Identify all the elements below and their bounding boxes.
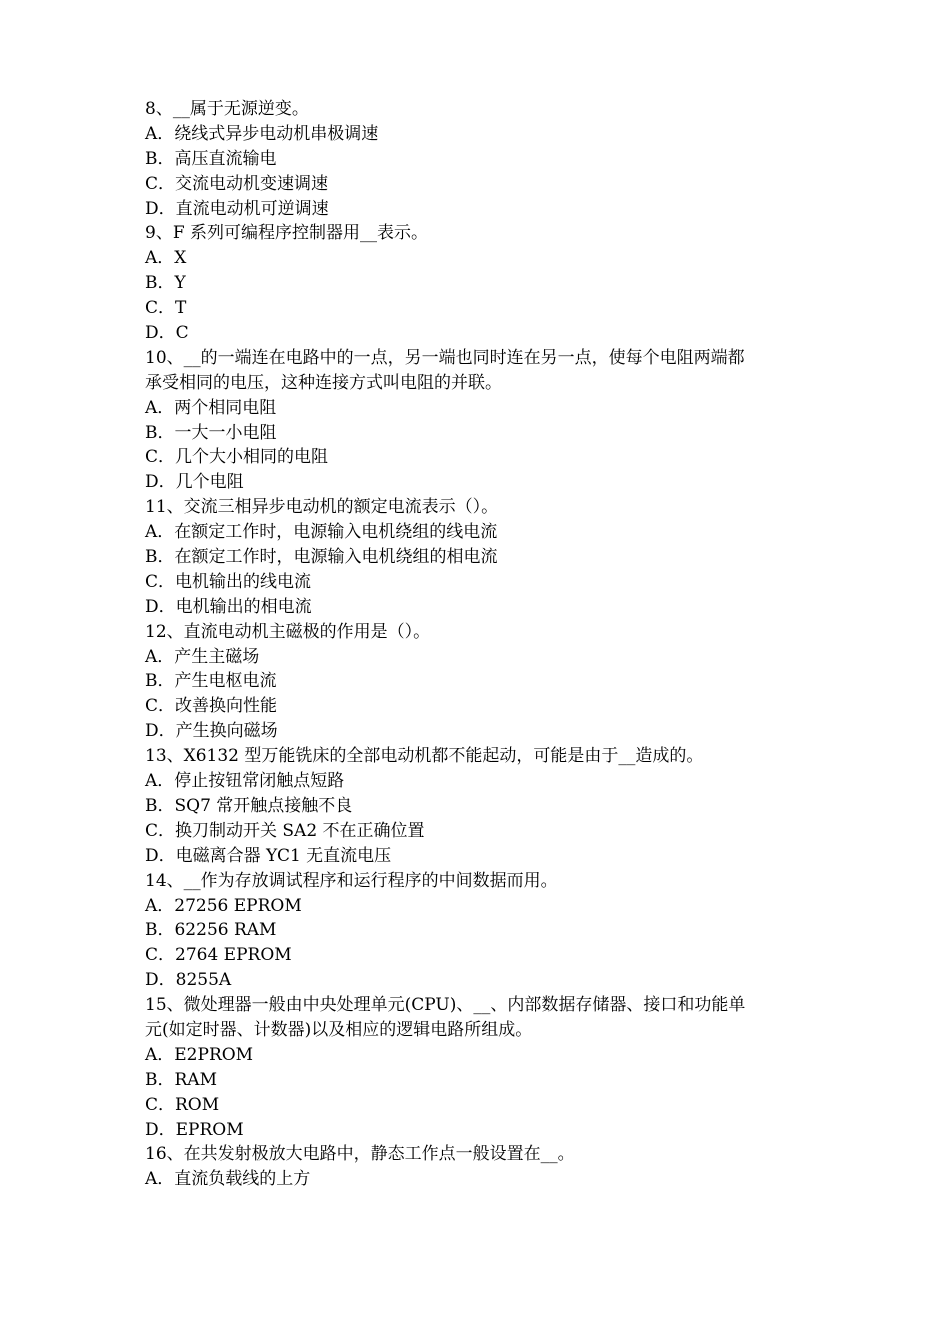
option-c: C．交流电动机变速调速 xyxy=(145,173,329,194)
question-stem xyxy=(145,869,815,894)
question-stem-line: 16、在共发射极放大电路中，静态工作点一般设置在__。 xyxy=(145,1144,575,1165)
option-b: B．高压直流输电 xyxy=(145,148,277,169)
question-stem xyxy=(145,1142,815,1167)
option-c: C．电机输出的线电流 xyxy=(145,571,312,592)
option-c: C．几个大小相同的电阻 xyxy=(145,447,329,468)
question-stem xyxy=(145,97,815,122)
question-stem-line: 元(如定时器、计数器)以及相应的逻辑电路所组成。 xyxy=(145,1019,533,1040)
question-stem-line: 9、F 系列可编程序控制器用__表示。 xyxy=(145,223,429,244)
option-d: D．8255A xyxy=(145,970,232,991)
question-item xyxy=(145,97,815,221)
question-stem-line: 14、__作为存放调试程序和运行程序的中间数据而用。 xyxy=(145,870,558,891)
question-stem-line: 12、直流电动机主磁极的作用是（）。 xyxy=(145,621,431,642)
option-d: D．电机输出的相电流 xyxy=(145,596,312,617)
question-item xyxy=(145,869,815,993)
option-d: D．几个电阻 xyxy=(145,472,244,493)
option-c: C．2764 EPROM xyxy=(145,945,292,966)
question-stem-line: 15、微处理器一般由中央处理单元(CPU)、__、内部数据存储器、接口和功能单 xyxy=(145,995,746,1016)
option-a: A．27256 EPROM xyxy=(145,895,302,916)
option-a: A．在额定工作时，电源输入电机绕组的线电流 xyxy=(145,522,498,543)
question-stem xyxy=(145,221,815,246)
question-stem-line: 11、交流三相异步电动机的额定电流表示（）。 xyxy=(145,497,499,518)
option-c: C．ROM xyxy=(145,1094,220,1115)
option-d: D．EPROM xyxy=(145,1119,244,1140)
option-a: A．产生主磁场 xyxy=(145,646,260,667)
question-item xyxy=(145,744,815,868)
option-d: D．直流电动机可逆调速 xyxy=(145,198,329,219)
question-item xyxy=(145,221,815,345)
option-a: A．X xyxy=(145,248,187,269)
question-item xyxy=(145,346,815,495)
option-b: B．Y xyxy=(145,273,186,294)
option-a: A．E2PROM xyxy=(145,1044,254,1065)
question-stem-line: 10、__的一端连在电路中的一点，另一端也同时连在另一点，使每个电阻两端都 xyxy=(145,347,745,368)
question-stem-line: 承受相同的电压，这种连接方式叫电阻的并联。 xyxy=(145,372,502,393)
question-stem xyxy=(145,346,815,396)
option-b: B．一大一小电阻 xyxy=(145,422,277,443)
question-stem xyxy=(145,620,815,645)
option-c: C．改善换向性能 xyxy=(145,696,278,717)
option-c: C．换刀制动开关 SA2 不在正确位置 xyxy=(145,820,425,841)
question-list xyxy=(145,97,815,1192)
question-stem xyxy=(145,993,815,1043)
option-b: B．62256 RAM xyxy=(145,920,277,941)
question-stem xyxy=(145,495,815,520)
option-a: A．停止按钮常闭触点短路 xyxy=(145,771,345,792)
option-d: D．C xyxy=(145,323,189,344)
question-item xyxy=(145,1142,815,1192)
question-stem-line: 13、X6132 型万能铣床的全部电动机都不能起动，可能是由于__造成的。 xyxy=(145,746,704,767)
question-stem xyxy=(145,744,815,769)
option-a: A．绕线式异步电动机串极调速 xyxy=(145,123,379,144)
option-b: B．产生电枢电流 xyxy=(145,671,277,692)
option-d: D．产生换向磁场 xyxy=(145,721,278,742)
option-c: C．T xyxy=(145,298,187,319)
question-item xyxy=(145,620,815,744)
option-b: B．SQ7 常开触点接触不良 xyxy=(145,795,353,816)
question-stem-line: 8、__属于无源逆变。 xyxy=(145,99,309,119)
option-b: B．RAM xyxy=(145,1069,217,1090)
option-d: D．电磁离合器 YC1 无直流电压 xyxy=(145,845,392,866)
option-a: A．两个相同电阻 xyxy=(145,397,277,418)
question-item xyxy=(145,495,815,619)
option-a: A．直流负载线的上方 xyxy=(145,1169,311,1190)
question-item xyxy=(145,993,815,1142)
option-b: B．在额定工作时，电源输入电机绕组的相电流 xyxy=(145,547,498,568)
